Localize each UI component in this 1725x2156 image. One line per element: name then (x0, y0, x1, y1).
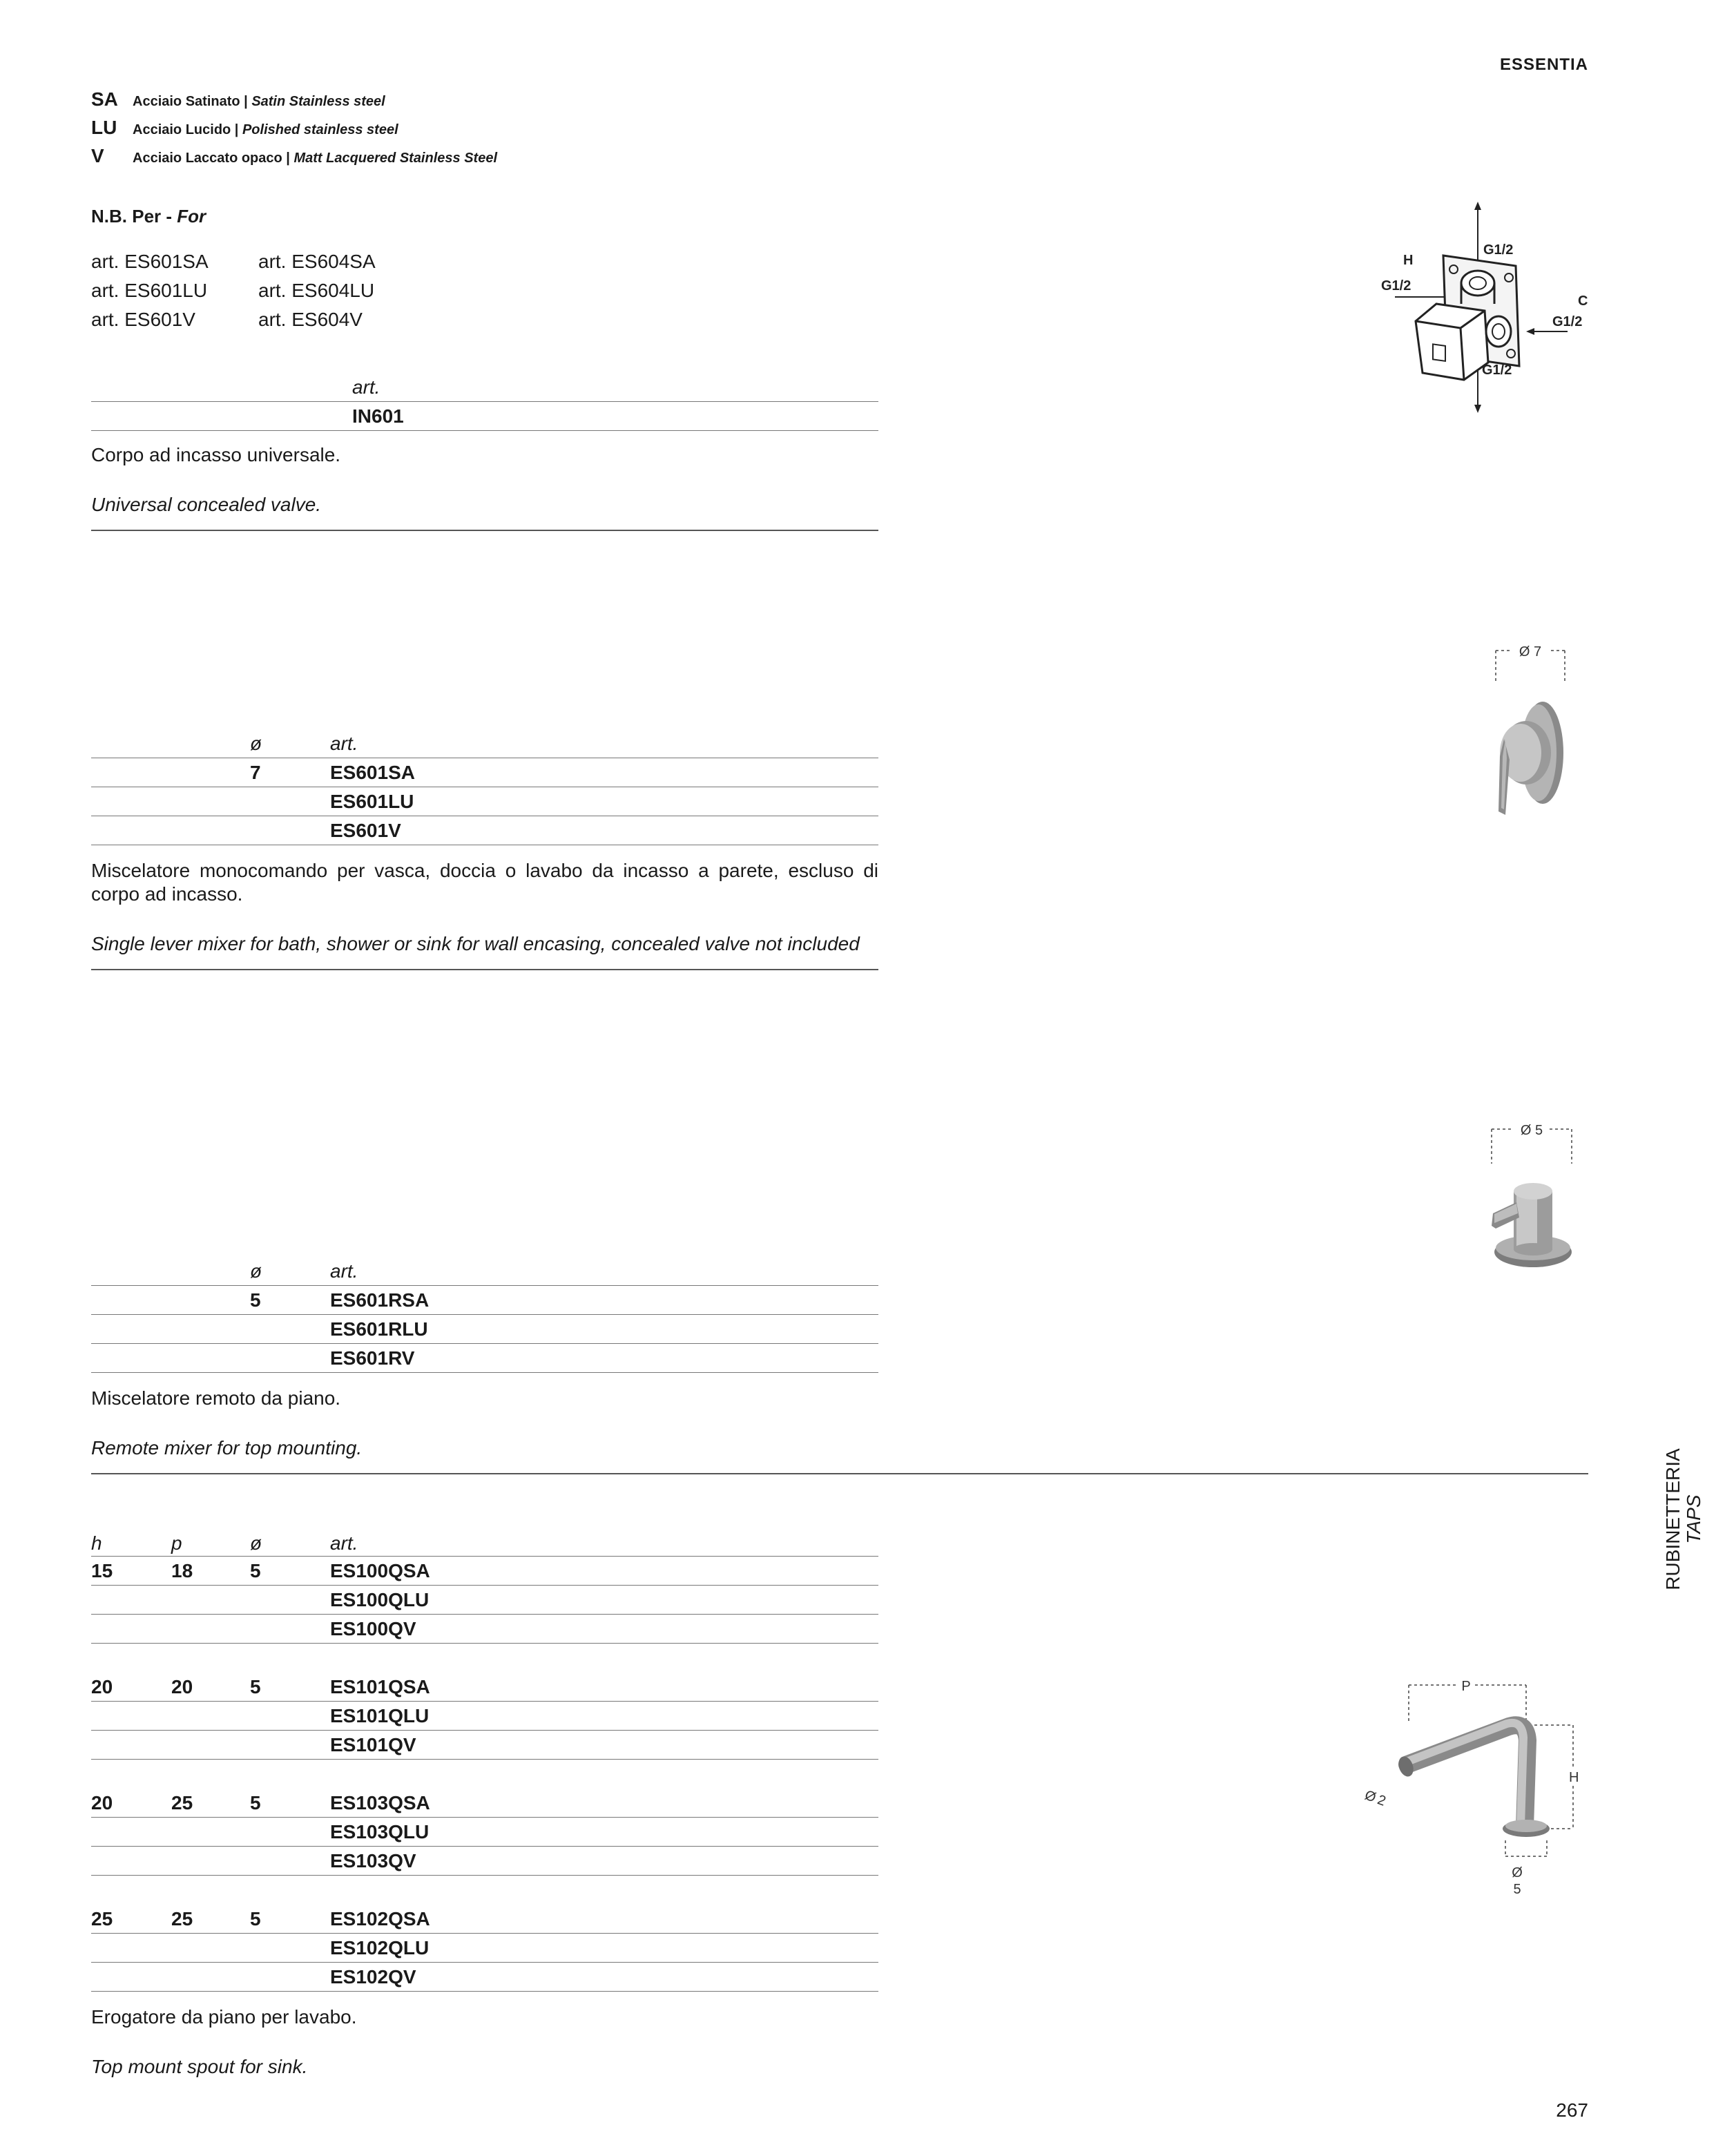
finish-row (91, 145, 497, 173)
diameter-value: 5 (250, 1792, 261, 1813)
divider (91, 1285, 878, 1286)
divider (91, 1817, 878, 1818)
dimension-d2-symbol: Ø (1362, 1787, 1378, 1806)
article-code: ES102QSA (330, 1908, 430, 1929)
finish-name-it: Acciaio Lucido | (133, 122, 239, 137)
description-en: Top mount spout for sink. (91, 2056, 308, 2077)
wall-mixer-drawing (1457, 635, 1595, 822)
note-title-it: N.B. Per - (91, 206, 177, 227)
article-code: IN601 (352, 405, 404, 427)
description-it: Corpo ad incasso universale. (91, 444, 341, 465)
article-code: ES103QV (330, 1850, 416, 1871)
note-ref: art. ES604V (258, 309, 363, 330)
divider (91, 1643, 878, 1644)
finish-name-en: Polished stainless steel (242, 122, 398, 137)
finish-code: LU (91, 117, 117, 138)
dimension-h: H (1569, 1770, 1579, 1785)
section-divider (91, 530, 878, 531)
divider (91, 401, 878, 402)
label-g-bottom: G1/2 (1482, 363, 1512, 378)
brand-title: ESSENTIA (1499, 55, 1588, 74)
dimension-p: P (1461, 1679, 1471, 1694)
section-divider (91, 1473, 1588, 1474)
height-value: 15 (91, 1560, 113, 1581)
page-number: 267 (1556, 2099, 1588, 2121)
diameter-value: 5 (250, 1289, 261, 1311)
note-ref: art. ES604SA (258, 251, 376, 272)
divider (91, 1372, 878, 1373)
article-code: ES100QV (330, 1618, 416, 1639)
height-value: 20 (91, 1676, 113, 1697)
article-code: ES601RLU (330, 1318, 428, 1340)
header-diameter: ø (250, 1532, 262, 1554)
finish-name-en: Satin Stainless steel (251, 94, 385, 109)
divider (91, 1701, 878, 1702)
article-code: ES601V (330, 820, 401, 841)
projection-value: 18 (171, 1560, 193, 1581)
divider (91, 1614, 878, 1615)
article-code: ES601RSA (330, 1289, 430, 1311)
diameter-value: 7 (250, 762, 261, 783)
divider (91, 1730, 878, 1731)
description-it: Miscelatore monocomando per vasca, doccia o lavabo da incasso a parete, escluso di corpo ad incasso. (91, 860, 878, 905)
note-references (91, 247, 424, 334)
header-diameter: ø (250, 1260, 262, 1282)
concealed-valve-drawing (1367, 200, 1602, 428)
note-title-en: For (177, 206, 206, 227)
header-diameter: ø (250, 733, 262, 754)
spout-drawing (1353, 1671, 1588, 1899)
finish-code: V (91, 145, 104, 166)
divider (91, 1962, 878, 1963)
divider (91, 1991, 878, 1992)
projection-value: 20 (171, 1676, 193, 1697)
label-g-left: G1/2 (1381, 278, 1411, 293)
divider (91, 430, 878, 431)
article-code: ES102QV (330, 1966, 416, 1987)
divider (91, 1314, 878, 1315)
dimension-label: Ø 5 (1520, 1123, 1543, 1138)
finish-name-en: Matt Lacquered Stainless Steel (293, 151, 497, 166)
divider (91, 1933, 878, 1934)
finish-code: SA (91, 88, 118, 110)
note-ref: art. ES604LU (258, 280, 375, 301)
description-it: Erogatore da piano per lavabo. (91, 2006, 357, 2028)
note-ref: art. ES601LU (91, 280, 208, 301)
diameter-value: 5 (250, 1560, 261, 1581)
description-en: Universal concealed valve. (91, 494, 322, 515)
projection-value: 25 (171, 1908, 193, 1929)
diameter-value: 5 (250, 1676, 261, 1697)
label-h: H (1403, 253, 1414, 268)
finish-name-it: Acciaio Satinato | (133, 94, 248, 109)
finish-row (91, 88, 497, 117)
divider (91, 1343, 878, 1344)
remote-mixer-drawing (1478, 1115, 1588, 1281)
article-code: ES100QLU (330, 1589, 430, 1610)
header-art: art. (352, 376, 380, 398)
divider (91, 1556, 878, 1557)
article-code: ES103QSA (330, 1792, 430, 1813)
finish-row (91, 117, 497, 145)
header-art: art. (330, 1260, 358, 1282)
header-height: h (91, 1532, 102, 1554)
article-code: ES601SA (330, 762, 415, 783)
sidebar-category (1656, 1443, 1711, 1595)
dimension-d2-value: 2 (1375, 1792, 1388, 1809)
article-code: ES601LU (330, 791, 414, 812)
dimension-d2 (1362, 1788, 1387, 1809)
divider (91, 1846, 878, 1847)
divider (91, 1759, 878, 1760)
section-divider (91, 969, 878, 970)
height-value: 25 (91, 1908, 113, 1929)
article-code: ES101QV (330, 1734, 416, 1755)
diameter-value: 5 (250, 1908, 261, 1929)
note-ref: art. ES601V (91, 309, 195, 330)
description-en: Remote mixer for top mounting. (91, 1437, 363, 1459)
note-ref: art. ES601SA (91, 251, 209, 272)
sidebar-category-en: TAPS (1683, 1494, 1704, 1544)
label-g-right: G1/2 (1552, 314, 1583, 329)
sidebar-category-it: RUBINETTERIA (1662, 1448, 1684, 1590)
projection-value: 25 (171, 1792, 193, 1813)
description-en: Single lever mixer for bath, shower or sink for wall encasing, concealed valve not included (91, 933, 860, 954)
divider (91, 1585, 878, 1586)
article-code: ES101QSA (330, 1676, 430, 1697)
note-title (91, 206, 206, 227)
header-projection: p (171, 1532, 182, 1554)
header-art: art. (330, 1532, 358, 1554)
height-value: 20 (91, 1792, 113, 1813)
label-c: C (1578, 293, 1588, 309)
article-code: ES100QSA (330, 1560, 430, 1581)
dimension-d5-symbol: Ø (1512, 1865, 1523, 1880)
label-g-top: G1/2 (1483, 242, 1514, 258)
finish-legend (91, 88, 497, 173)
dimension-d5-value: 5 (1513, 1882, 1521, 1897)
dimension-label: Ø 7 (1519, 644, 1542, 660)
divider (91, 1875, 878, 1876)
article-code: ES601RV (330, 1347, 415, 1369)
description-it: Miscelatore remoto da piano. (91, 1387, 341, 1409)
finish-name-it: Acciaio Laccato opaco | (133, 151, 290, 166)
article-code: ES103QLU (330, 1821, 430, 1842)
header-art: art. (330, 733, 358, 754)
article-code: ES101QLU (330, 1705, 430, 1726)
article-code: ES102QLU (330, 1937, 430, 1958)
